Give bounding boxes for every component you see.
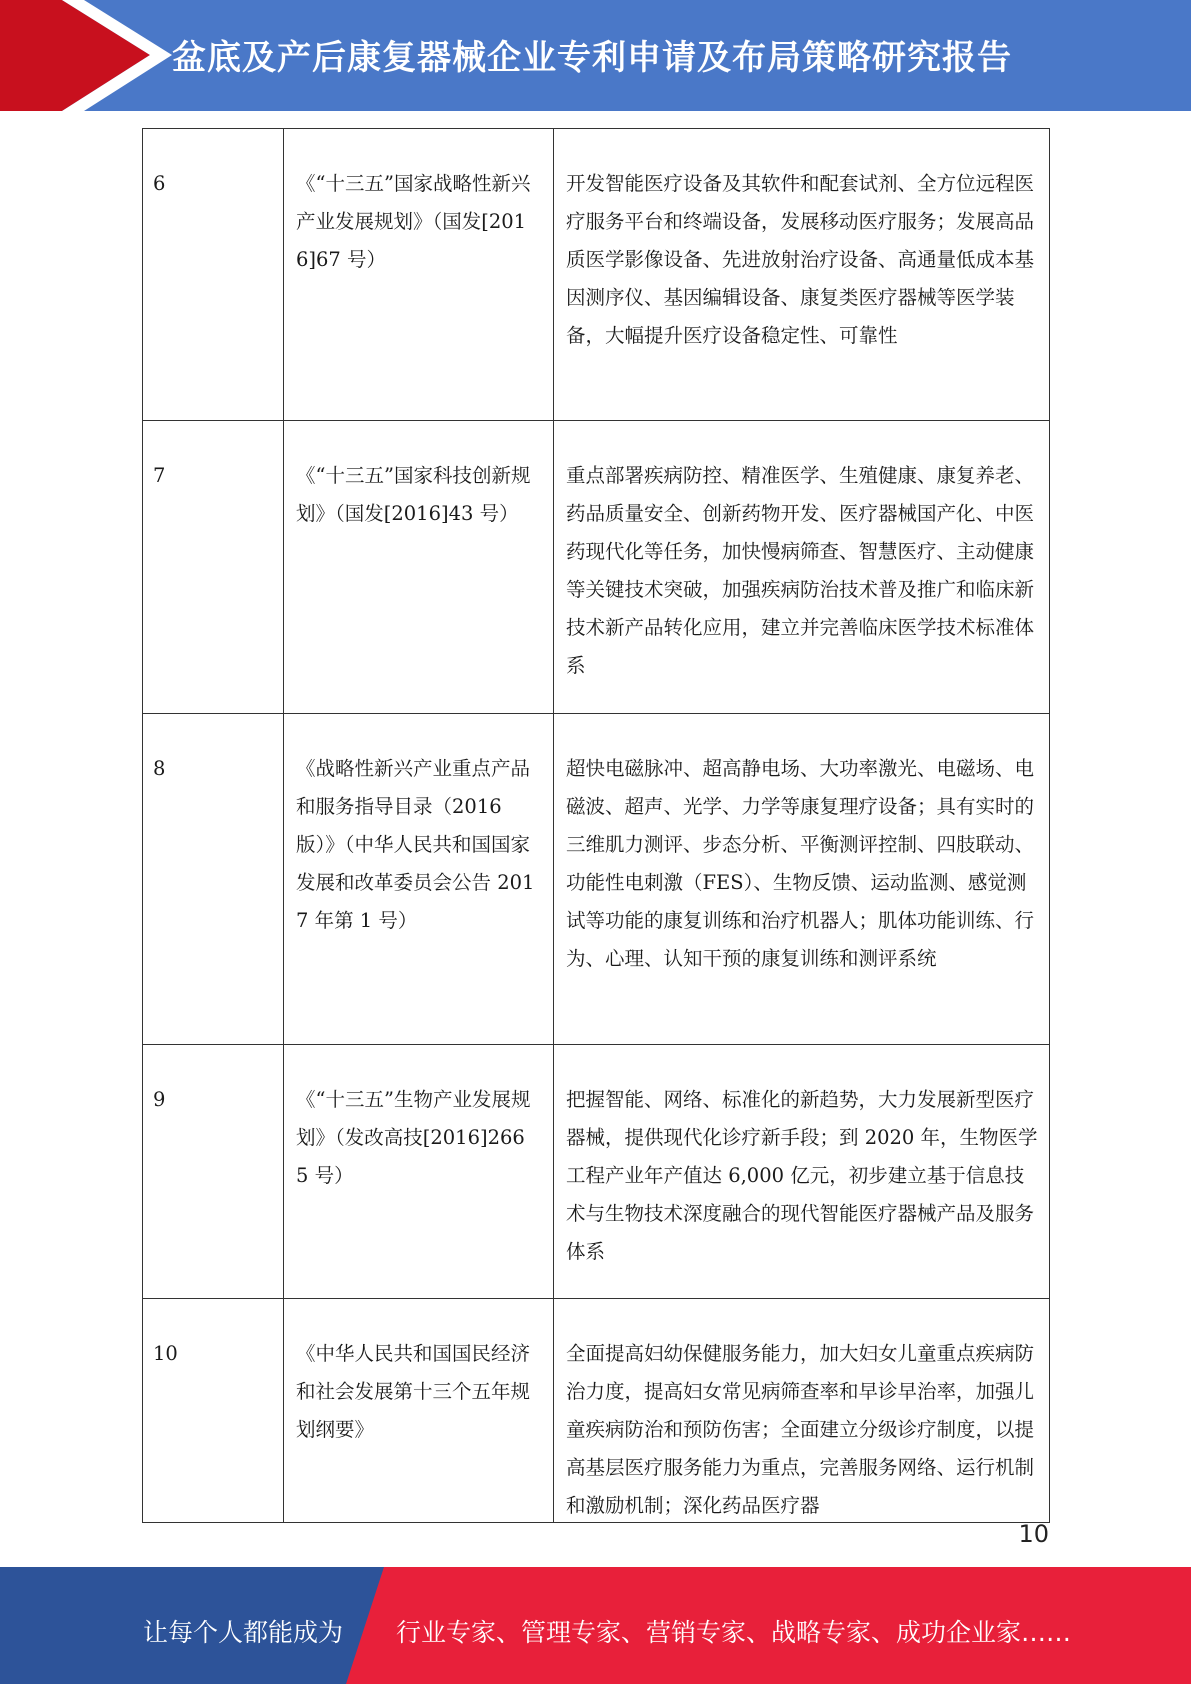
policy-content: 把握智能、网络、标准化的新趋势，大力发展新型医疗器械，提供现代化诊疗新手段；到 2020 年，生物医学工程产业年产值达 6,000 亿元，初步建立基于信息技术与生物技术深度融合的现代智能医疗器械产品及服务体系 [554, 1045, 1050, 1299]
table-row [143, 1045, 1050, 1299]
table-row [143, 1299, 1050, 1523]
policy-name: 《战略性新兴产业重点产品和服务指导目录（2016 版）》（中华人民共和国国家发展和改革委员会公告 2017 年第 1 号） [284, 714, 554, 1045]
policy-content: 重点部署疾病防控、精准医学、生殖健康、康复养老、药品质量安全、创新药物开发、医疗器械国产化、中医药现代化等任务，加快慢病筛查、智慧医疗、主动健康等关键技术突破，加强疾病防治技术普及推广和临床新技术新产品转化应用，建立并完善临床医学技术标准体系 [554, 421, 1050, 714]
policy-content: 全面提高妇幼保健服务能力，加大妇女儿童重点疾病防治力度，提高妇女常见病筛查率和早诊早治率，加强儿童疾病防治和预防伤害；全面建立分级诊疗制度，以提高基层医疗服务能力为重点，完善服务网络、运行机制和激励机制；深化药品医疗器 [566, 1342, 1035, 1517]
policy-content: 超快电磁脉冲、超高静电场、大功率激光、电磁场、电磁波、超声、光学、力学等康复理疗设备；具有实时的三维肌力测评、步态分析、平衡测评控制、四肢联动、功能性电刺激（FES）、生物反馈、运动监测、感觉测试等功能的康复训练和治疗机器人；肌体功能训练、行为、心理、认知干预的康复训练和测评系统 [554, 714, 1050, 1045]
row-number: 7 [143, 421, 284, 714]
report-title: 盆底及产后康复器械企业专利申请及布局策略研究报告 [172, 38, 1012, 78]
page-number: 10 [1018, 1520, 1049, 1548]
policy-name: 《“十三五”国家战略性新兴产业发展规划》（国发[2016]67 号） [284, 129, 554, 421]
row-number: 6 [143, 129, 284, 421]
row-number: 9 [143, 1045, 284, 1299]
footer-slogan-left: 让每个人都能成为 [143, 1618, 344, 1647]
footer-slogan-right: 行业专家、管理专家、营销专家、战略专家、成功企业家…… [396, 1618, 1072, 1647]
policy-name: 《中华人民共和国国民经济和社会发展第十三个五年规划纲要》 [284, 1299, 554, 1523]
row-number: 8 [143, 714, 284, 1045]
row-number: 10 [143, 1299, 284, 1523]
policy-table [142, 128, 1050, 1523]
table-row [143, 421, 1050, 714]
table-row [143, 714, 1050, 1045]
policy-content-cell [554, 1299, 1050, 1523]
policy-name: 《“十三五”国家科技创新规划》（国发[2016]43 号） [284, 421, 554, 714]
policy-name: 《“十三五”生物产业发展规划》（发改高技[2016]2665 号） [284, 1045, 554, 1299]
table-row [143, 129, 1050, 421]
page-footer [0, 1567, 1191, 1684]
policy-content: 开发智能医疗设备及其软件和配套试剂、全方位远程医疗服务平台和终端设备，发展移动医疗服务；发展高品质医学影像设备、先进放射治疗设备、高通量低成本基因测序仪、基因编辑设备、康复类医疗器械等医学装备，大幅提升医疗设备稳定性、可靠性 [554, 129, 1050, 421]
page-header [0, 0, 1191, 111]
